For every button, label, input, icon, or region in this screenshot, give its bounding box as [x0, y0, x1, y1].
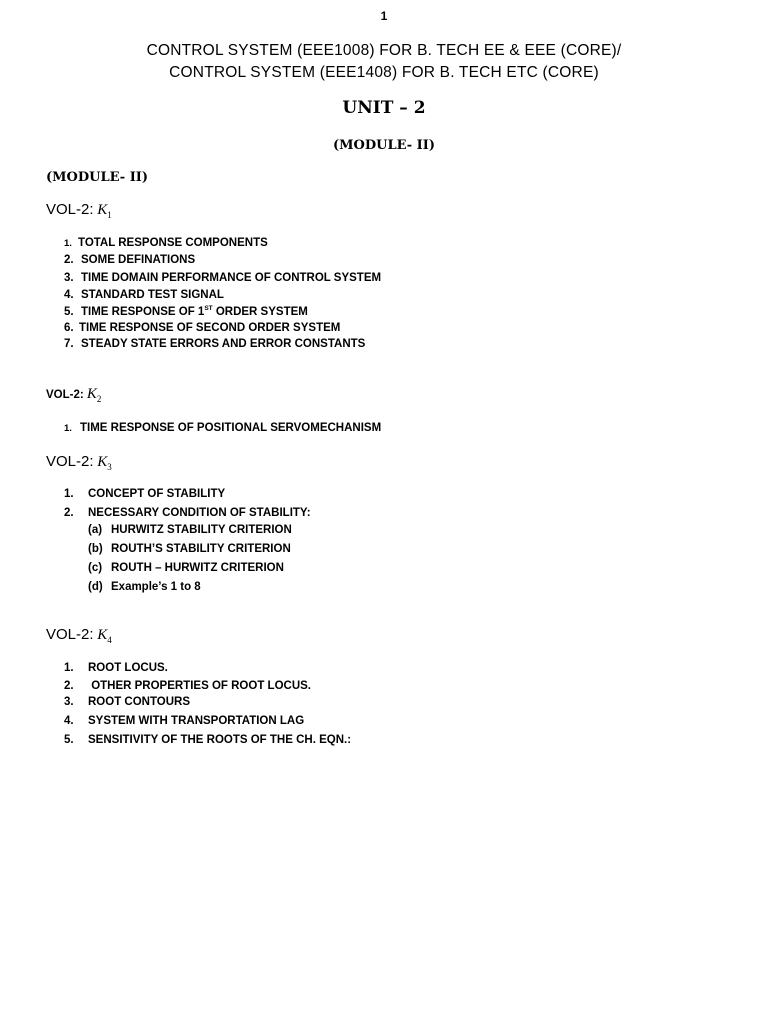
sub-list-item: (b) ROUTH’S STABILITY CRITERION	[88, 543, 291, 555]
list-item: 2. NECESSARY CONDITION OF STABILITY:	[64, 507, 311, 519]
list-item: 5. TIME RESPONSE OF 1ST ORDER SYSTEM	[64, 305, 308, 318]
list-item: 2. OTHER PROPERTIES OF ROOT LOCUS.	[64, 680, 311, 692]
vol-label: VOL-2:	[46, 453, 94, 470]
list-item: 7. STEADY STATE ERRORS AND ERROR CONSTANTS	[64, 338, 366, 350]
list-item: 3. TIME DOMAIN PERFORMANCE OF CONTROL SYSTEM	[64, 272, 382, 284]
list-item: 4. STANDARD TEST SIGNAL	[64, 289, 224, 301]
list-item: 2. SOME DEFINATIONS	[64, 254, 196, 266]
list-item: 3. ROOT CONTOURS	[64, 696, 191, 708]
k-symbol: $K_1$	[97, 202, 112, 220]
vol-heading-k1	[46, 201, 112, 220]
list-item: 1. ROOT LOCUS.	[64, 662, 168, 674]
unit-title: UNIT – 2	[342, 98, 426, 118]
module-heading-center: (MODULE- II)	[332, 138, 435, 153]
list-item: 4. SYSTEM WITH TRANSPORTATION LAG	[64, 715, 305, 727]
sub-list-item: (d) Example’s 1 to 8	[88, 581, 201, 593]
vol-label: VOL-2:	[46, 626, 94, 643]
list-item: 1. TOTAL RESPONSE COMPONENTS	[64, 237, 268, 249]
sub-list-item: (c) ROUTH – HURWITZ CRITERION	[88, 562, 284, 574]
vol-heading-k4	[46, 626, 112, 645]
page-number: 1	[380, 9, 388, 23]
k-symbol: $K_2$	[86, 386, 102, 404]
sub-list-item: (a) HURWITZ STABILITY CRITERION	[88, 524, 292, 536]
vol-heading-k2	[46, 386, 101, 404]
list-item: 6. TIME RESPONSE OF SECOND ORDER SYSTEM	[64, 322, 341, 334]
module-heading-left: (MODULE- II)	[46, 170, 149, 185]
course-title-line-2: CONTROL SYSTEM (EEE1408) FOR B. TECH ETC (CORE)	[169, 64, 599, 81]
k-symbol: $K_4$	[97, 627, 112, 645]
list-item: 1. TIME RESPONSE OF POSITIONAL SERVOMECHANISM	[64, 422, 382, 434]
list-item: 5. SENSITIVITY OF THE ROOTS OF THE CH. EQN.:	[64, 734, 352, 746]
k-symbol: $K_3$	[97, 454, 112, 472]
course-title-line-1: CONTROL SYSTEM (EEE1008) FOR B. TECH EE & EEE (CORE)/	[146, 42, 622, 59]
vol-label: VOL-2:	[46, 201, 94, 218]
vol-heading-k3	[46, 453, 112, 472]
vol-label: VOL-2:	[46, 389, 84, 401]
list-item: 1. CONCEPT OF STABILITY	[64, 488, 226, 500]
